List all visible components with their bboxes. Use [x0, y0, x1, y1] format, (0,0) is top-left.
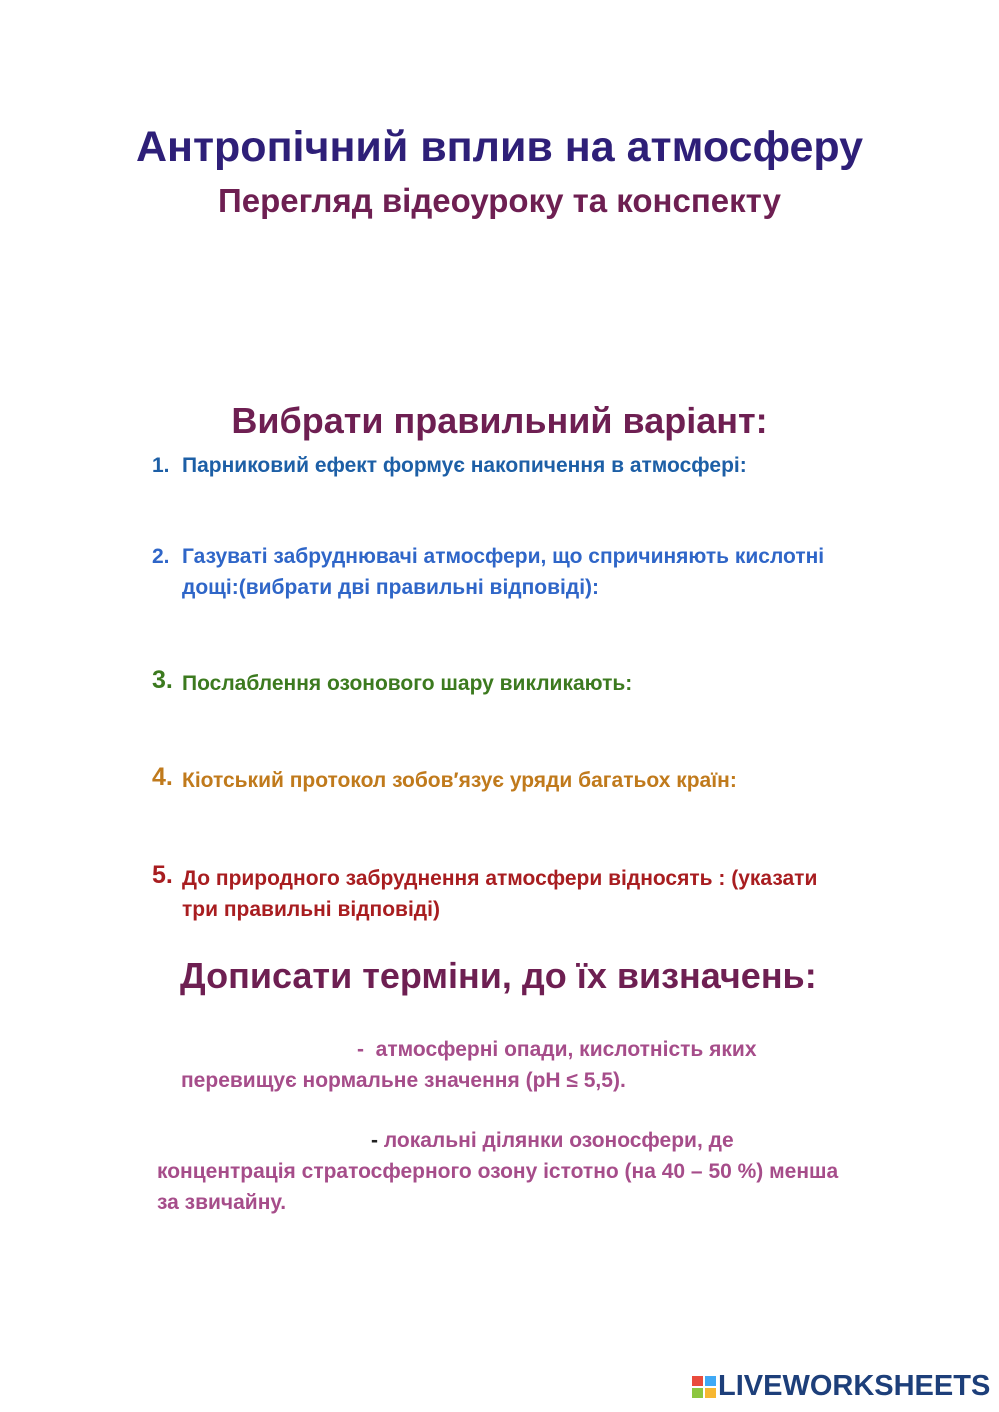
- question-number: 2.: [152, 545, 170, 568]
- question-text: До природного забруднення атмосфери відносять : (указати: [182, 867, 818, 890]
- question-text: Парниковий ефект формує накопичення в атмосфері:: [182, 454, 747, 477]
- section-heading-choose: Вибрати правильний варіант:: [231, 400, 768, 441]
- brand-name: LIVEWORKSHEETS: [718, 1370, 991, 1402]
- definition-text: атмосферні опади, кислотність яких: [375, 1038, 757, 1061]
- question-text: три правильні відповіді): [182, 898, 440, 921]
- question-number: 5.: [152, 861, 173, 889]
- liveworksheets-logo-icon: [692, 1376, 716, 1398]
- definition-dash: -: [371, 1129, 378, 1152]
- question-number: 4.: [152, 763, 173, 791]
- definition-2: [371, 1125, 734, 1156]
- definition-text: локальні ділянки озоносфери, де: [383, 1129, 734, 1152]
- section-heading-terms: Дописати терміни, до їх визначень:: [180, 955, 817, 996]
- definition-1-line-2: перевищує нормальне значення (pH ≤ 5,5).: [181, 1069, 626, 1092]
- question-text: Послаблення озонового шару викликають:: [182, 672, 633, 695]
- definition-1: [357, 1034, 757, 1065]
- definition-dash: -: [357, 1038, 364, 1061]
- page-title: Антропічний вплив на атмосферу: [135, 123, 864, 171]
- question-number: 1.: [152, 454, 170, 477]
- question-text: Газуваті забруднювачі атмосфери, що спричиняють кислотні: [182, 545, 825, 568]
- definition-2-line-3: за звичайну.: [157, 1191, 287, 1214]
- question-text: Кіотський протокол зобов′язує уряди багатьох країн:: [182, 769, 737, 792]
- definition-2-line-2: концентрація стратосферного озону істотно (на 40 – 50 %) менша: [157, 1160, 839, 1183]
- page-subtitle: Перегляд відеоуроку та конспекту: [218, 182, 781, 219]
- question-number: 3.: [152, 666, 173, 694]
- question-text: дощі:(вибрати дві правильні відповіді):: [182, 576, 600, 599]
